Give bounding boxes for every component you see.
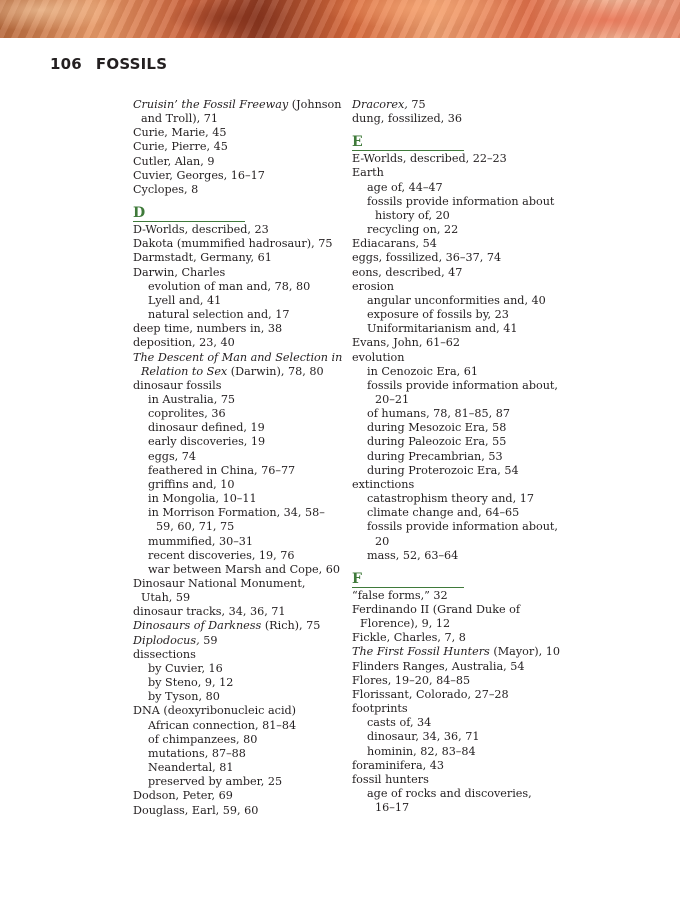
index-letter-heading: F	[352, 572, 464, 588]
entry-text: by Steno, 9, 12	[148, 676, 234, 690]
entry-text: of humans, 78, 81–85, 87	[367, 407, 510, 421]
entry-text: age of, 44–47	[367, 180, 443, 194]
entry-text: DNA (deoxyribonucleic acid)	[133, 704, 297, 718]
index-entry	[133, 591, 338, 605]
entry-text: in Morrison Formation, 34, 58–	[148, 506, 325, 520]
entry-text: age of rocks and discoveries,	[367, 787, 532, 801]
index-subentry	[133, 719, 338, 733]
index-subentry	[133, 549, 338, 563]
entry-text: during Mesozoic Era, 58	[367, 421, 507, 435]
entry-text: Darmstadt, Germany, 61	[133, 251, 272, 265]
index-entry	[133, 237, 338, 251]
index-subentry	[133, 478, 338, 492]
entry-text: Cutler, Alan, 9	[133, 154, 215, 168]
index-entry	[133, 336, 338, 350]
index-subentry	[133, 690, 338, 704]
entry-text: during Paleozoic Era, 55	[367, 435, 507, 449]
index-entry	[352, 251, 557, 265]
index-entry	[133, 379, 338, 393]
entry-text: climate change and, 64–65	[367, 506, 520, 520]
index-entry	[352, 589, 557, 603]
entry-text: Ediacarans, 54	[352, 237, 437, 251]
index-subentry	[352, 393, 557, 407]
entry-text: Flinders Ranges, Australia, 54	[352, 659, 525, 673]
entry-text: Earth	[352, 166, 384, 180]
index-entry	[352, 351, 557, 365]
index-entry	[352, 98, 557, 112]
entry-text: Dodson, Peter, 69	[133, 789, 233, 803]
entry-title-italic: The Descent of Man and Selection in	[133, 350, 343, 364]
index-entry	[352, 166, 557, 180]
index-subentry	[133, 775, 338, 789]
entry-text: Cuvier, Georges, 16–17	[133, 168, 265, 182]
index-letter-heading: D	[133, 206, 245, 222]
entry-text: natural selection and, 17	[148, 308, 290, 322]
entry-text: exposure of fossils by, 23	[367, 308, 509, 322]
entry-text: in Australia, 75	[148, 392, 236, 406]
entry-text: feathered in China, 76–77	[148, 463, 296, 477]
index-entry	[133, 112, 338, 126]
index-subentry	[352, 421, 557, 435]
index-subentry	[352, 787, 557, 801]
index-subentry	[352, 549, 557, 563]
entry-text: Flores, 19–20, 84–85	[352, 673, 471, 687]
index-subentry	[133, 520, 338, 534]
entry-text: D-Worlds, described, 23	[133, 223, 269, 237]
index-entry	[133, 183, 338, 197]
entry-text: mass, 52, 63–64	[367, 548, 459, 562]
entry-text: in Cenozoic Era, 61	[367, 364, 479, 378]
entry-text: Ferdinando II (Grand Duke of	[352, 603, 521, 616]
entry-text: Uniformitarianism and, 41	[367, 322, 518, 336]
entry-text: Florissant, Colorado, 27–28	[352, 687, 509, 701]
entry-text: 59	[199, 633, 218, 647]
index-entry	[133, 251, 338, 265]
entry-title-italic: Dinosaurs of Darkness	[133, 619, 262, 633]
entry-text: dinosaur defined, 19	[148, 421, 265, 435]
index-entry	[352, 759, 557, 773]
entry-title-italic: Dracorex,	[352, 98, 408, 111]
entry-title-italic: Diplodocus,	[133, 633, 200, 647]
index-subentry	[352, 407, 557, 421]
entry-text: in Mongolia, 10–11	[148, 492, 257, 506]
entry-text: 20–21	[375, 392, 410, 406]
index-entry	[352, 152, 557, 166]
entry-text: mutations, 87–88	[148, 746, 246, 760]
entry-text: fossils provide information about	[367, 194, 555, 208]
entry-text: hominin, 82, 83–84	[367, 744, 476, 758]
index-subentry	[352, 464, 557, 478]
index-subentry	[352, 223, 557, 237]
index-subentry	[352, 506, 557, 520]
index-entry	[352, 603, 557, 617]
entry-text: dissections	[133, 647, 196, 661]
index-entry	[133, 704, 338, 718]
entry-text: mummified, 30–31	[148, 534, 254, 548]
index-subentry	[352, 365, 557, 379]
index-subentry	[352, 716, 557, 730]
index-entry	[133, 577, 338, 591]
page-number: 106	[50, 55, 82, 73]
index-entry	[133, 789, 338, 803]
index-subentry	[352, 745, 557, 759]
entry-text: preserved by amber, 25	[148, 775, 283, 789]
entry-text: casts of, 34	[367, 716, 432, 730]
entry-text: Fickle, Charles, 7, 8	[352, 631, 466, 645]
entry-title-italic: The First Fossil Hunters	[352, 645, 490, 659]
entry-text: dinosaur tracks, 34, 36, 71	[133, 605, 286, 619]
index-subentry	[352, 195, 557, 209]
entry-text: war between Marsh and Cope, 60	[148, 562, 341, 576]
index-entry	[133, 98, 342, 112]
index-entry	[352, 478, 557, 492]
entry-text: by Cuvier, 16	[148, 661, 223, 675]
index-entry	[352, 266, 557, 280]
entry-text: during Precambrian, 53	[367, 449, 503, 463]
entry-text: recycling on, 22	[367, 223, 459, 237]
index-entry	[133, 223, 338, 237]
index-subentry	[133, 464, 338, 478]
index-column-left	[133, 98, 343, 818]
entry-text: eons, described, 47	[352, 265, 463, 279]
entry-text: Douglass, Earl, 59, 60	[133, 803, 259, 817]
entry-text: fossils provide information about,	[367, 520, 558, 534]
entry-text: dinosaur, 34, 36, 71	[367, 730, 480, 744]
decorative-banner-photo	[0, 0, 680, 38]
entry-text: extinctions	[352, 477, 415, 491]
entry-text: Dinosaur National Monument,	[133, 577, 306, 590]
entry-text: (Rich), 75	[261, 619, 321, 633]
entry-text: Cyclopes, 8	[133, 182, 199, 196]
index-subentry	[133, 747, 338, 761]
entry-text: recent discoveries, 19, 76	[148, 548, 295, 562]
index-subentry	[352, 209, 557, 223]
entry-text: of chimpanzees, 80	[148, 732, 258, 746]
index-entry	[133, 634, 338, 648]
index-letter-heading: E	[352, 135, 464, 151]
entry-text: dinosaur fossils	[133, 378, 222, 392]
entry-text: Florence), 9, 12	[360, 617, 451, 631]
index-entry	[133, 350, 343, 365]
entry-text: Dakota (mummified hadrosaur), 75	[133, 237, 333, 251]
entry-text: early discoveries, 19	[148, 435, 266, 449]
entry-text: Neandertal, 81	[148, 761, 234, 775]
index-entry	[133, 126, 338, 140]
entry-text: 16–17	[375, 801, 410, 815]
entry-text: evolution of man and, 78, 80	[148, 279, 311, 293]
entry-text: dung, fossilized, 36	[352, 112, 462, 126]
index-subentry	[133, 421, 338, 435]
index-subentry	[133, 676, 338, 690]
index-entry	[133, 619, 338, 633]
index-entry	[352, 645, 560, 659]
entry-text: eggs, 74	[148, 449, 197, 463]
entry-text: by Tyson, 80	[148, 690, 220, 704]
index-subentry	[352, 294, 557, 308]
entry-text: (Johnson	[288, 98, 342, 111]
entry-text: deep time, numbers in, 38	[133, 322, 283, 336]
index-entry	[133, 605, 338, 619]
index-entry	[352, 674, 557, 688]
index-entry	[133, 804, 338, 818]
entry-text: eggs, fossilized, 36–37, 74	[352, 251, 502, 265]
entry-text: 20	[375, 534, 390, 548]
entry-title-italic: Relation to Sex	[141, 364, 228, 378]
entry-text: (Mayor), 10	[489, 645, 560, 659]
entry-text: Curie, Pierre, 45	[133, 140, 228, 154]
index-entry	[352, 702, 557, 716]
index-entry	[133, 648, 338, 662]
index-entry	[133, 169, 338, 183]
index-subentry	[133, 407, 338, 421]
index-subentry	[133, 294, 338, 308]
index-subentry	[133, 562, 341, 577]
entry-text: angular unconformities and, 40	[367, 293, 546, 307]
entry-text: foraminifera, 43	[352, 758, 444, 772]
index-entry	[133, 322, 338, 336]
index-subentry	[352, 308, 557, 322]
entry-text: coprolites, 36	[148, 407, 226, 421]
index-entry	[352, 237, 557, 251]
entry-text: Lyell and, 41	[148, 293, 222, 307]
index-entry	[352, 617, 557, 631]
index-subentry	[352, 379, 557, 393]
index-entry	[352, 631, 557, 645]
index-subentry	[133, 535, 338, 549]
entry-text: and Troll), 71	[141, 112, 219, 126]
index-entry	[352, 280, 557, 294]
index-subentry	[133, 393, 338, 407]
entry-text: fossil hunters	[352, 772, 429, 786]
index-subentry	[352, 535, 557, 549]
index-subentry	[133, 435, 338, 449]
index-subentry	[133, 733, 338, 747]
entry-text: “false forms,” 32	[352, 588, 448, 602]
index-entry	[352, 336, 557, 350]
index-subentry	[352, 801, 557, 815]
index-subentry	[352, 322, 557, 336]
entry-text: Utah, 59	[141, 591, 191, 605]
index-entry	[133, 140, 338, 154]
index-subentry	[133, 308, 338, 322]
entry-text: evolution	[352, 350, 405, 364]
index-entry	[352, 660, 557, 674]
index-subentry	[133, 506, 338, 520]
entry-text: Curie, Marie, 45	[133, 126, 227, 140]
entry-text: during Proterozoic Era, 54	[367, 463, 519, 477]
index-subentry	[352, 730, 557, 744]
entry-text: E-Worlds, described, 22–23	[352, 152, 507, 166]
index-entry	[133, 365, 338, 379]
index-subentry	[352, 492, 557, 506]
entry-text: 59, 60, 71, 75	[156, 520, 235, 534]
entry-text: 75	[407, 98, 426, 111]
index-entry	[352, 688, 557, 702]
index-column-right	[352, 98, 560, 815]
index-subentry	[133, 662, 338, 676]
index-subentry	[133, 761, 338, 775]
index-entry	[352, 773, 557, 787]
index-subentry	[133, 280, 338, 294]
entry-text: griffins and, 10	[148, 477, 235, 491]
entry-text: Darwin, Charles	[133, 265, 226, 279]
entry-text: catastrophism theory and, 17	[367, 492, 534, 506]
entry-text: (Darwin), 78, 80	[227, 364, 324, 378]
entry-text: footprints	[352, 702, 408, 716]
index-entry	[352, 112, 557, 126]
index-subentry	[352, 435, 557, 449]
entry-text: deposition, 23, 40	[133, 336, 235, 350]
index-subentry	[352, 450, 557, 464]
index-subentry	[352, 520, 557, 534]
running-head	[50, 55, 167, 73]
entry-text: Evans, John, 61–62	[352, 336, 461, 350]
section-title: FOSSILS	[95, 55, 168, 73]
index-subentry	[133, 492, 338, 506]
index-entry	[133, 266, 338, 280]
entry-text: history of, 20	[375, 208, 450, 222]
entry-text: fossils provide information about,	[367, 378, 558, 392]
entry-text: erosion	[352, 279, 394, 293]
entry-title-italic: Cruisin’ the Fossil Freeway	[133, 98, 289, 111]
entry-text: African connection, 81–84	[148, 718, 297, 732]
index-entry	[133, 155, 338, 169]
index-subentry	[133, 450, 338, 464]
index-subentry	[352, 181, 557, 195]
